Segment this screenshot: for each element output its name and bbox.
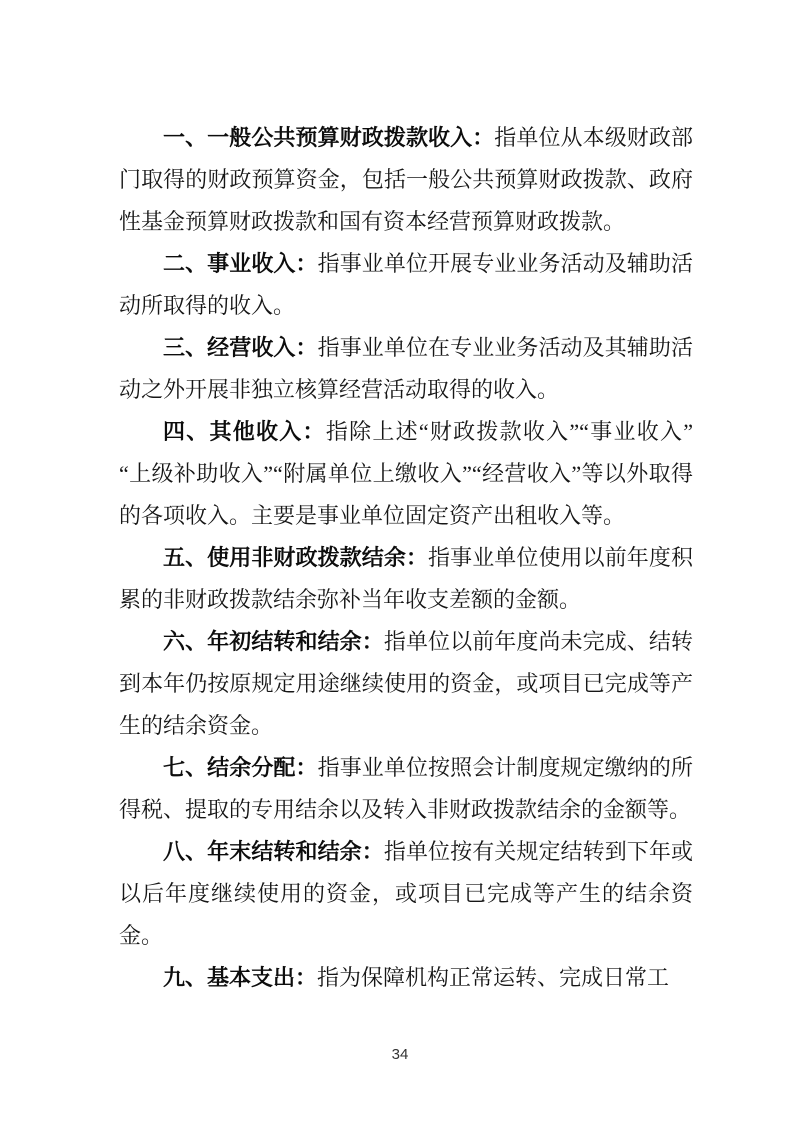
definition-paragraph — [119, 327, 693, 411]
term-definition: 指单位按有关规定结转到下年或以后年度继续使用的资金，或项目已完成等产生的结余资金。 — [119, 839, 693, 948]
term-label: 九、基本支出： — [163, 965, 318, 990]
term-label: 七、结余分配： — [163, 755, 318, 780]
term-definition: 指为保障机构正常运转、完成日常工 — [317, 965, 670, 990]
term-label: 五、使用非财政拨款结余： — [163, 545, 429, 570]
term-definition: 指单位以前年度尚未完成、结转到本年仍按原规定用途继续使用的资金，或项目已完成等产生的结余资金。 — [119, 629, 693, 738]
term-label: 一、一般公共预算财政拨款收入： — [163, 125, 495, 150]
definition-paragraph — [119, 411, 693, 537]
page-content — [119, 117, 693, 999]
term-definition: 指事业单位使用以前年度积累的非财政拨款结余弥补当年收支差额的金额。 — [119, 545, 693, 612]
definition-paragraph — [119, 831, 693, 957]
definition-paragraph — [119, 747, 693, 831]
page-number: 34 — [391, 1046, 409, 1063]
term-label: 八、年末结转和结余： — [163, 839, 384, 864]
definition-paragraph — [119, 621, 693, 747]
term-label: 六、年初结转和结余： — [163, 629, 384, 654]
term-label: 二、事业收入： — [163, 251, 318, 276]
term-definition: 指事业单位开展专业业务活动及辅助活动所取得的收入。 — [119, 251, 693, 318]
term-definition: 指单位从本级财政部门取得的财政预算资金，包括一般公共预算财政拨款、政府性基金预算财政拨款和国有资本经营预算财政拨款。 — [119, 125, 693, 234]
term-label: 三、经营收入： — [163, 335, 318, 360]
term-definition: 指除上述“财政拨款收入”“事业收入”“上级补助收入”“附属单位上缴收入”“经营收入”等以外取得的各项收入。主要是事业单位固定资产出租收入等。 — [119, 419, 693, 528]
page-footer — [0, 1046, 800, 1063]
term-definition: 指事业单位在专业业务活动及其辅助活动之外开展非独立核算经营活动取得的收入。 — [119, 335, 693, 402]
definition-paragraph — [119, 957, 693, 999]
definition-paragraph — [119, 117, 693, 243]
term-label: 四、其他收入： — [163, 419, 326, 444]
definition-paragraph — [119, 243, 693, 327]
definition-paragraph — [119, 537, 693, 621]
term-definition: 指事业单位按照会计制度规定缴纳的所得税、提取的专用结余以及转入非财政拨款结余的金额等。 — [119, 755, 693, 822]
